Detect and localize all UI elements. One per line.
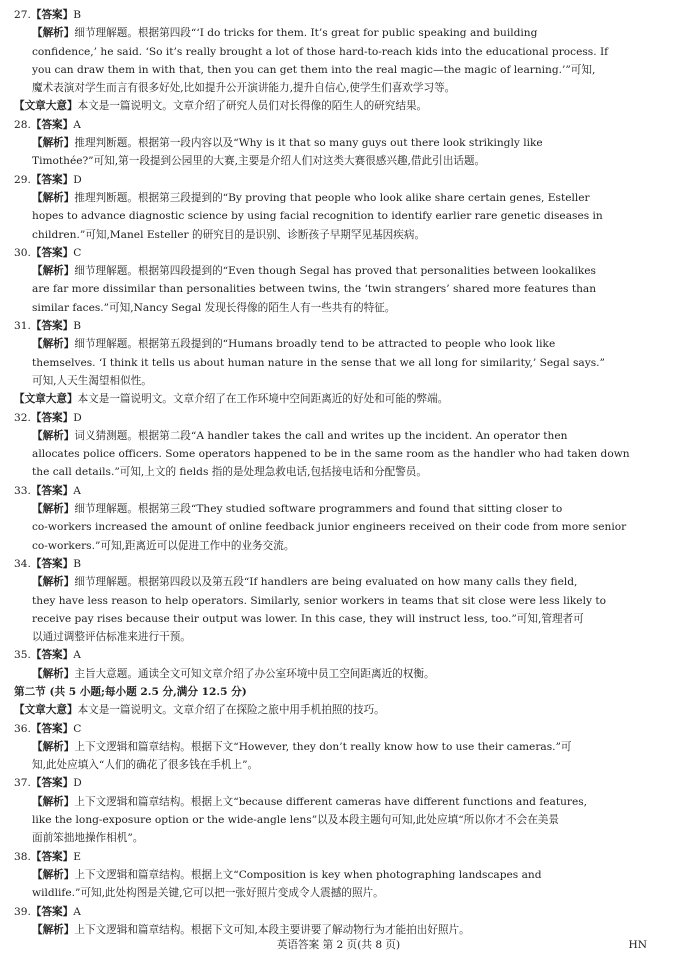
body-text: 知,此处应填入“人们的确花了很多钱在手机上”。 xyxy=(32,759,259,772)
text-line xyxy=(14,774,664,792)
label-text: 【答案】 xyxy=(30,9,74,21)
label-text: 【答案】 xyxy=(30,411,74,424)
label-text: 【解析】 xyxy=(32,795,75,808)
body-text: allocates police officers. Some operators happened to be in the same room as the handler who had taken down xyxy=(32,448,630,461)
body-text: 上下文逻辑和篇章结构。根据上文“because different cameras have different functions and features, xyxy=(74,795,588,808)
label-text: 【答案】 xyxy=(30,649,74,662)
text-line xyxy=(14,189,664,207)
text-line xyxy=(14,628,664,646)
body-text: 推理判断题。根据第三段提到的“By proving that people who look alike share certain genes, Esteller xyxy=(74,191,590,204)
label-text: 【答案】 xyxy=(30,905,74,918)
text-line xyxy=(14,463,664,481)
text-line xyxy=(14,537,664,555)
body-text: 主旨大意题。通读全文可知文章介绍了办公室环境中员工空间距离近的权衡。 xyxy=(74,667,435,680)
text-line xyxy=(14,445,664,463)
body-text: 细节理解题。根据第三段“They studied software programmers and found that sitting closer to xyxy=(74,503,563,516)
body-text: co-workers.”可知,距离近可以促进工作中的业务交流。 xyxy=(32,539,295,552)
text-line xyxy=(14,592,664,610)
label-text: 【解析】 xyxy=(32,503,75,516)
body-text: D xyxy=(73,777,82,790)
body-text: B xyxy=(73,320,82,333)
text-line xyxy=(14,97,664,115)
body-text: 细节理解题。根据第五段提到的“Humans broadly tend to be attracted to people who look like xyxy=(74,338,556,351)
label-text: 【解析】 xyxy=(32,265,75,278)
text-line xyxy=(14,354,664,372)
text-line xyxy=(14,738,664,756)
body-text: 27. xyxy=(14,9,31,21)
body-text: 上下文逻辑和篇章结构。根据上文“Composition is key when photographing landscapes and xyxy=(74,868,542,881)
text-line xyxy=(14,482,664,500)
text-line xyxy=(14,6,664,24)
body-text: 细节理解题。根据第四段提到的“Even though Segal has proved that personalities between lookalikes xyxy=(74,265,596,278)
text-line xyxy=(14,518,664,536)
text-line xyxy=(14,646,664,664)
text-line xyxy=(14,317,664,335)
body-text: 31. xyxy=(14,320,31,333)
text-line xyxy=(14,811,664,829)
label-text: 第二节 (共 5 小题;每小题 2.5 分,满分 12.5 分) xyxy=(14,685,247,698)
body-text: A xyxy=(73,649,81,662)
text-line xyxy=(14,903,664,921)
body-text: 37. xyxy=(14,777,31,790)
label-text: 【答案】 xyxy=(30,118,74,131)
text-line xyxy=(14,171,664,189)
body-text: like the long-exposure option or the wide-angle lens”以及本段主题句可知,此处应填“所以你才不会在美景 xyxy=(32,814,559,827)
text-line xyxy=(14,262,664,280)
body-text: Timothée?”可知,第一段提到公园里的大赛,主要是介绍人们对这类大赛很感兴趣,借此引出话题。 xyxy=(32,155,486,168)
label-text: 【解析】 xyxy=(32,191,75,204)
body-text: 本文是一篇说明文。文章介绍了研究人员们对长得像的陌生人的研究结果。 xyxy=(77,100,428,113)
text-line xyxy=(14,848,664,866)
body-text: A xyxy=(73,905,81,918)
text-line xyxy=(14,555,664,573)
body-text: the call details.”可知,上文的 fields 指的是处理急救电话,包括接电话和分配警员。 xyxy=(32,466,427,479)
label-text: 【文章大意】 xyxy=(14,704,78,717)
text-line xyxy=(14,427,664,445)
text-line xyxy=(14,24,664,42)
page-number-footer: 英语答案 第 2 页(共 8 页) xyxy=(276,939,401,951)
body-text: 上下文逻辑和篇章结构。根据下文“However, they don’t really know how to use their cameras.”可 xyxy=(74,740,572,753)
text-line xyxy=(14,244,664,262)
body-text: B xyxy=(73,557,82,570)
label-text: 【答案】 xyxy=(30,484,74,497)
text-line xyxy=(14,299,664,317)
text-line xyxy=(14,665,664,683)
body-text: 38. xyxy=(14,850,31,863)
label-text: 【文章大意】 xyxy=(14,393,78,406)
text-line xyxy=(14,409,664,427)
label-text: 【答案】 xyxy=(30,850,74,863)
body-text: 36. xyxy=(14,722,31,735)
body-text: 细节理解题。根据第四段以及第五段“If handlers are being evaluated on how many calls they field, xyxy=(74,576,578,589)
text-line xyxy=(14,134,664,152)
body-text: 35. xyxy=(14,649,31,662)
label-text: 【答案】 xyxy=(30,722,74,735)
text-line xyxy=(14,335,664,353)
text-line xyxy=(14,756,664,774)
text-line xyxy=(14,207,664,225)
body-text: 面前笨拙地操作相机”。 xyxy=(32,832,144,845)
text-line xyxy=(14,280,664,298)
label-text: 【解析】 xyxy=(32,338,75,351)
body-text: D xyxy=(73,173,82,186)
text-line xyxy=(14,793,664,811)
label-text: 【解析】 xyxy=(32,27,75,40)
body-text: 本文是一篇说明文。文章介绍了在工作环境中空间距离近的好处和可能的弊端。 xyxy=(77,393,449,406)
label-text: 【解析】 xyxy=(32,740,75,753)
label-text: 【解析】 xyxy=(32,137,75,150)
body-text: 33. xyxy=(14,484,31,497)
body-text: 28. xyxy=(14,118,31,131)
answer-document xyxy=(14,6,664,939)
body-text: 39. xyxy=(14,905,31,918)
label-text: 【解析】 xyxy=(32,923,75,936)
body-text: receive pay rises because their output was lower. In this case, they will instruct less, too.”可知,管理者可 xyxy=(32,612,584,625)
body-text: 魔术表演对学生而言有很多好处,比如提升公开演讲能力,提升自信心,使学生们喜欢学习等。 xyxy=(32,82,456,95)
body-text: D xyxy=(73,411,82,424)
label-text: 【答案】 xyxy=(30,246,74,259)
text-line xyxy=(14,500,664,518)
region-code: HN xyxy=(628,939,647,951)
body-text: children.”可知,Manel Esteller 的研究目的是识别、诊断孩子早期罕见基因疾病。 xyxy=(32,228,426,241)
body-text: wildlife.”可知,此处构图是关键,它可以把一张好照片变成令人震撼的照片。 xyxy=(32,887,384,900)
body-text: 34. xyxy=(14,557,31,570)
body-text: 30. xyxy=(14,246,31,259)
text-line xyxy=(14,372,664,390)
label-text: 【解析】 xyxy=(32,868,75,881)
body-text: 上下文逻辑和篇章结构。根据下文可知,本段主要讲要了解动物行为才能拍出好照片。 xyxy=(74,923,470,936)
body-text: 推理判断题。根据第一段内容以及“Why is it that so many guys out there look strikingly like xyxy=(74,137,543,150)
body-text: C xyxy=(73,246,82,259)
body-text: 细节理解题。根据第四段“‘I do tricks for them. It’s great for public speaking and building xyxy=(74,27,538,40)
label-text: 【答案】 xyxy=(30,777,74,790)
label-text: 【解析】 xyxy=(32,667,75,680)
text-line xyxy=(14,610,664,628)
body-text: 以通过调整评估标准来进行干预。 xyxy=(32,631,191,644)
body-text: A xyxy=(73,118,81,131)
body-text: you can draw them in with that, then you can get them into the real magic—the magic of learning.’”可知, xyxy=(32,63,596,76)
text-line xyxy=(14,683,664,701)
body-text: similar faces.”可知,Nancy Segal 发现长得像的陌生人有一些共有的特征。 xyxy=(32,301,396,314)
text-line xyxy=(14,866,664,884)
text-line xyxy=(14,79,664,97)
body-text: 本文是一篇说明文。文章介绍了在探险之旅中用手机拍照的技巧。 xyxy=(77,704,385,717)
text-line xyxy=(14,884,664,902)
text-line xyxy=(14,226,664,244)
label-text: 【答案】 xyxy=(30,173,74,186)
label-text: 【解析】 xyxy=(32,576,75,589)
text-line xyxy=(14,43,664,61)
body-text: E xyxy=(73,850,81,863)
body-text: confidence,’ he said. ‘So it’s really brought a lot of those hard-to-reach kids into the educational process. If xyxy=(32,45,609,58)
body-text: 可知,人天生渴望相似性。 xyxy=(32,374,152,387)
text-line xyxy=(14,701,664,719)
body-text: hopes to advance diagnostic science by using facial recognition to identify earlier rare genetic diseases in xyxy=(32,210,603,223)
body-text: C xyxy=(73,722,82,735)
text-line xyxy=(14,573,664,591)
text-line xyxy=(14,61,664,79)
text-line xyxy=(14,152,664,170)
body-text: they have less reason to help operators. Similarly, senior workers in teams that sit close were less likely to xyxy=(32,594,606,607)
page-footer xyxy=(0,936,677,954)
body-text: 词义猜测题。根据第二段“A handler takes the call and writes up the incident. An operator then xyxy=(74,429,568,442)
text-line xyxy=(14,116,664,134)
body-text: themselves. ‘I think it tells us about human nature in the sense that we all long for similarity,’ Segal says.” xyxy=(32,356,605,369)
body-text: co-workers increased the amount of online feedback junior engineers received on their code from more senior xyxy=(32,521,627,534)
body-text: 32. xyxy=(14,411,31,424)
label-text: 【解析】 xyxy=(32,429,75,442)
body-text: A xyxy=(73,484,81,497)
text-line xyxy=(14,390,664,408)
body-text: 29. xyxy=(14,173,31,186)
text-line xyxy=(14,720,664,738)
body-text: are far more dissimilar than personalities between twins, the ‘twin strangers’ shared more features than xyxy=(32,283,597,296)
label-text: 【答案】 xyxy=(30,557,74,570)
body-text: B xyxy=(73,9,82,21)
label-text: 【文章大意】 xyxy=(14,100,78,113)
label-text: 【答案】 xyxy=(30,320,74,333)
text-line xyxy=(14,829,664,847)
